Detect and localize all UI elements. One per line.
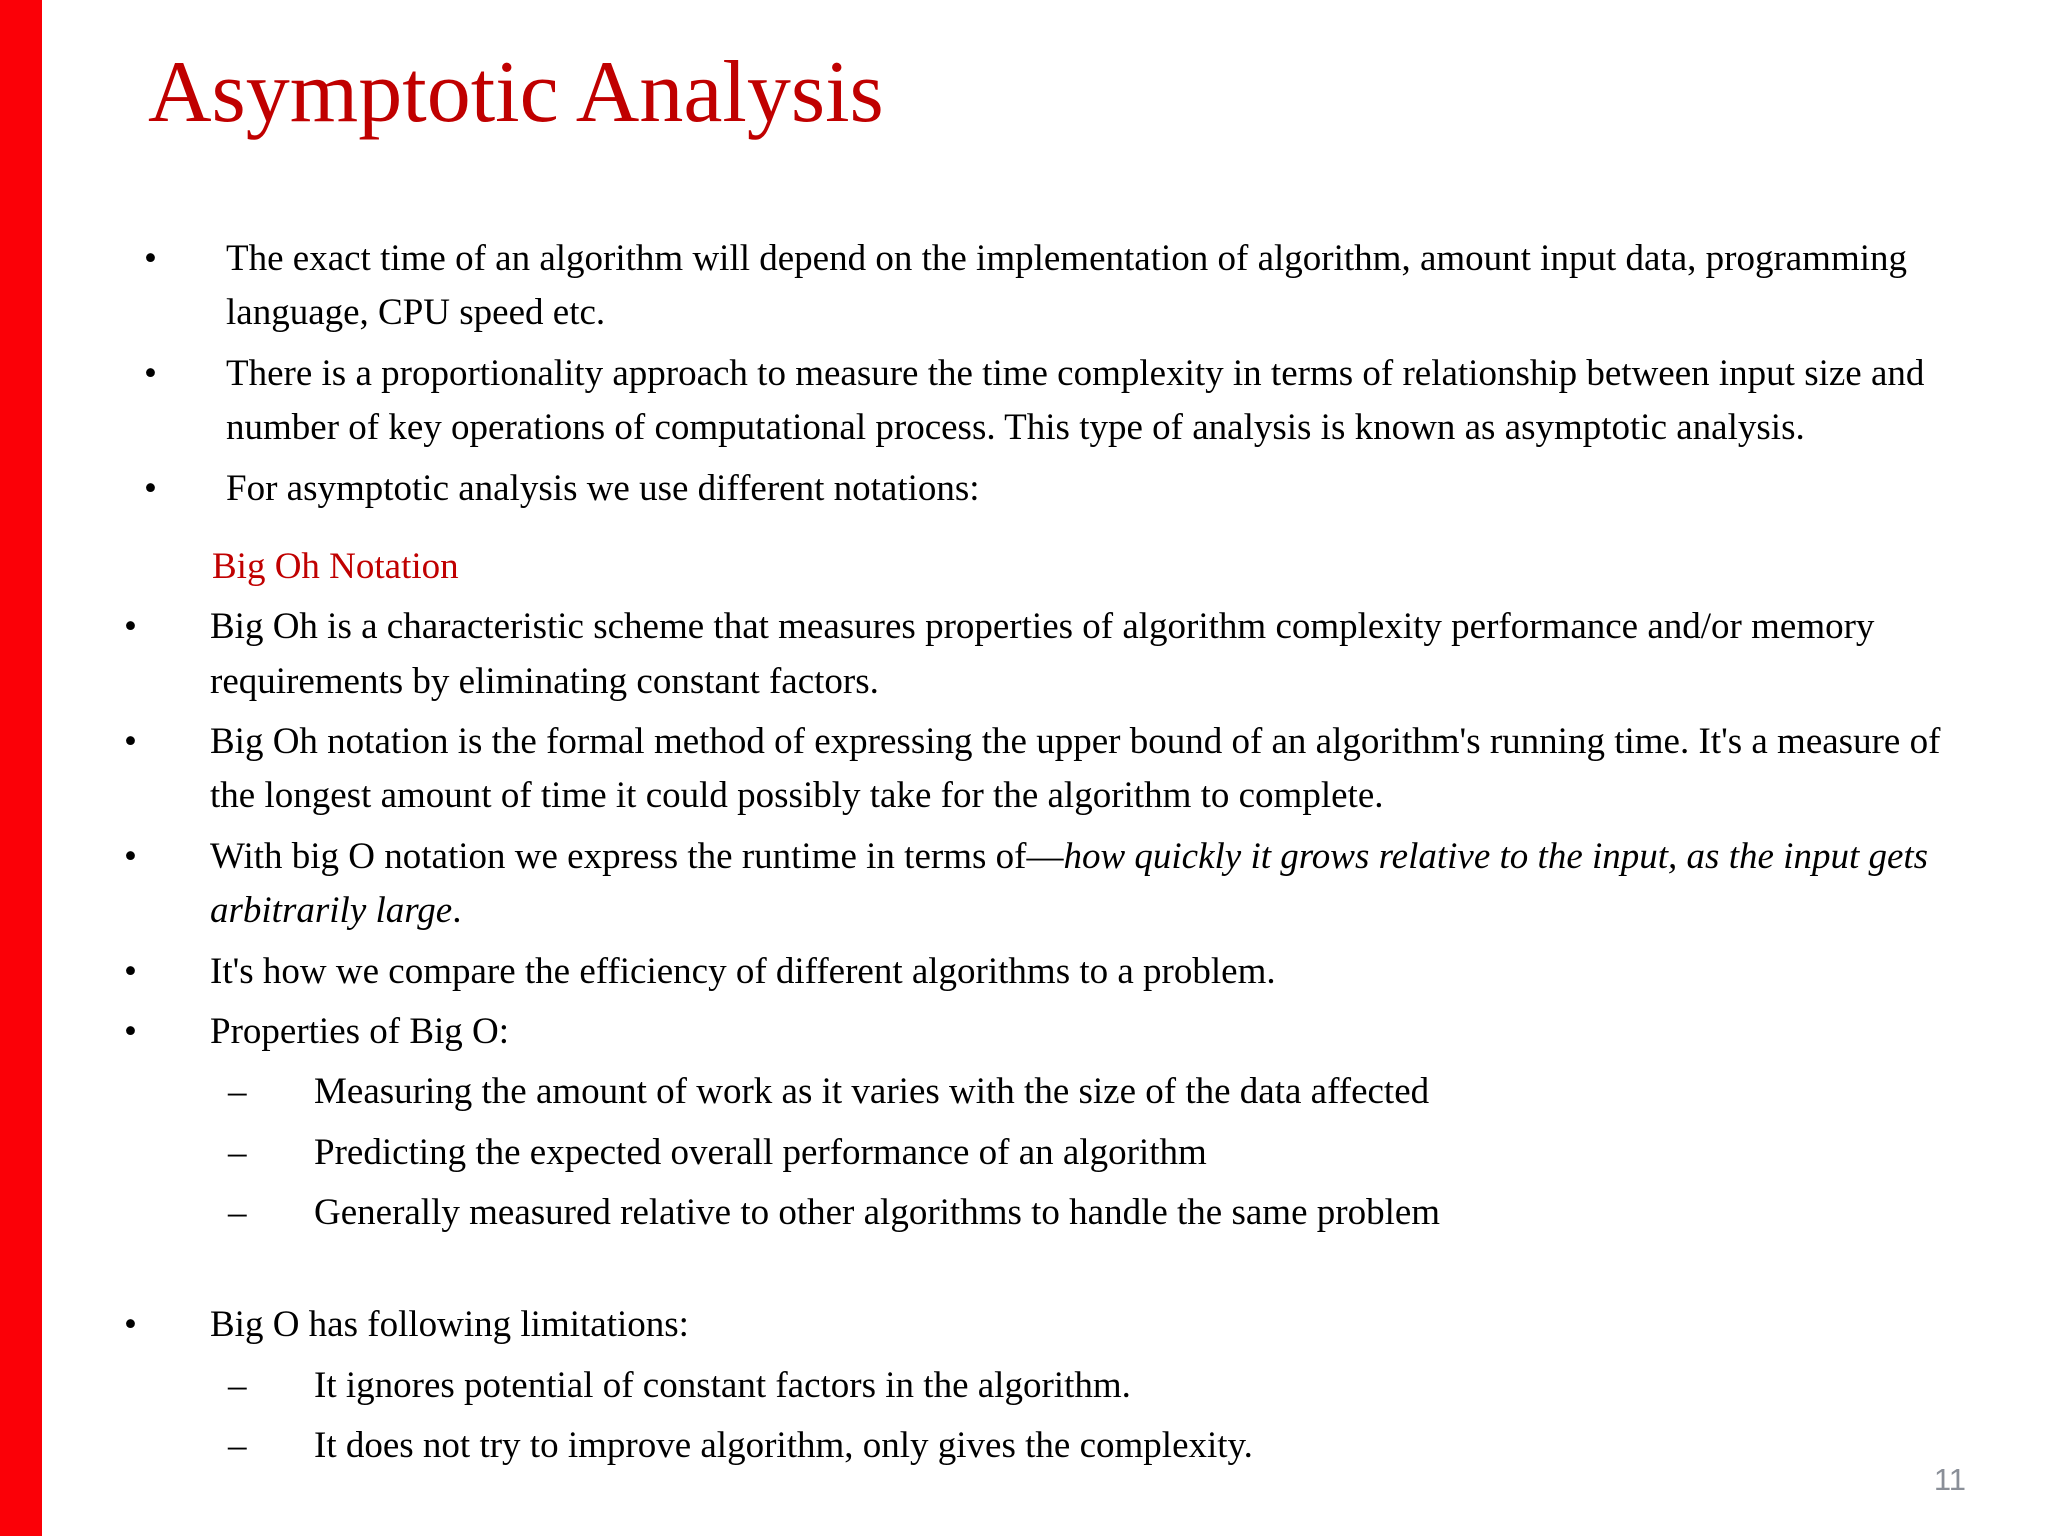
bullet-text: Big O has following limitations: [210, 1304, 689, 1346]
bullet-text: It's how we compare the efficiency of different algorithms to a problem. [210, 950, 1276, 992]
sub-bullet-text: It does not try to improve algorithm, only gives the complexity. [314, 1425, 1253, 1467]
bullet-marker: • [124, 1010, 137, 1052]
bullet-marker: • [144, 238, 157, 279]
sub-bullet-item [118, 1419, 1993, 1473]
bullet-marker: • [124, 1304, 137, 1346]
bullet-text: There is a proportionality approach to measure the time complexity in terms of relationship between input size and number of key operations of computational process. This type of analysis is known as asymptotic analysis. [226, 352, 1925, 449]
bullet-text: Properties of Big O: [210, 1010, 510, 1052]
bullet-text: With big O notation we express the runtime in terms of—how quickly it grows relative to the input, as the input gets arbitrarily large. [210, 835, 1929, 932]
sub-bullet-text: Measuring the amount of work as it varies with the size of the data affected [314, 1071, 1430, 1113]
bullet-item [118, 462, 1993, 516]
bullet-text: Big Oh notation is the formal method of expressing the upper bound of an algorithm's running time. It's a measure of the longest amount of time it could possibly take for the algorithm to complete. [210, 721, 1941, 817]
left-accent-bar [0, 0, 42, 1536]
bullet-item [118, 347, 1993, 456]
blank-line [118, 1246, 1993, 1298]
bullet-marker: • [124, 721, 137, 762]
bullet-text: The exact time of an algorithm will depend on the implementation of algorithm, amount input data, programming language, CPU speed etc. [226, 238, 1908, 334]
dash-marker: – [228, 1192, 247, 1233]
bullet-item [118, 1005, 1993, 1059]
sub-bullet-item [118, 1065, 1993, 1119]
bullet-item [118, 830, 1993, 939]
dash-marker: – [228, 1131, 247, 1173]
dash-marker: – [228, 1425, 247, 1467]
dash-marker: – [228, 1071, 247, 1113]
bullet-item [118, 232, 1993, 341]
bullet-item [118, 1298, 1993, 1352]
bullet-item [118, 945, 1993, 999]
bullet-marker: • [144, 352, 157, 394]
page-number: 11 [1933, 1462, 1966, 1497]
dash-marker: – [228, 1364, 247, 1406]
bullet-marker: • [124, 950, 137, 992]
section-subheading: Big Oh Notation [212, 545, 459, 587]
main-bullet-list [118, 600, 1993, 1473]
bullet-item [118, 600, 1993, 709]
slide-content [118, 232, 1993, 1480]
slide-title: Asymptotic Analysis [148, 44, 884, 141]
bullet-marker: • [144, 467, 157, 509]
bullet-text: Big Oh is a characteristic scheme that measures properties of algorithm complexity performance and/or memory requirements by eliminating constant factors. [210, 606, 1875, 702]
bullet-text: For asymptotic analysis we use different notations: [226, 467, 980, 509]
sub-bullet-item [118, 1126, 1993, 1180]
sub-bullet-text: Generally measured relative to other algorithms to handle the same problem [314, 1192, 1441, 1233]
sub-bullet-text: Predicting the expected overall performance of an algorithm [314, 1131, 1207, 1173]
bullet-item [118, 715, 1993, 824]
sub-bullet-item [118, 1359, 1993, 1413]
sub-bullet-text: It ignores potential of constant factors in the algorithm. [314, 1364, 1131, 1406]
intro-bullet-list [118, 232, 1993, 516]
sub-bullet-item [118, 1186, 1993, 1240]
bullet-marker: • [124, 606, 137, 648]
bullet-marker: • [124, 835, 137, 877]
